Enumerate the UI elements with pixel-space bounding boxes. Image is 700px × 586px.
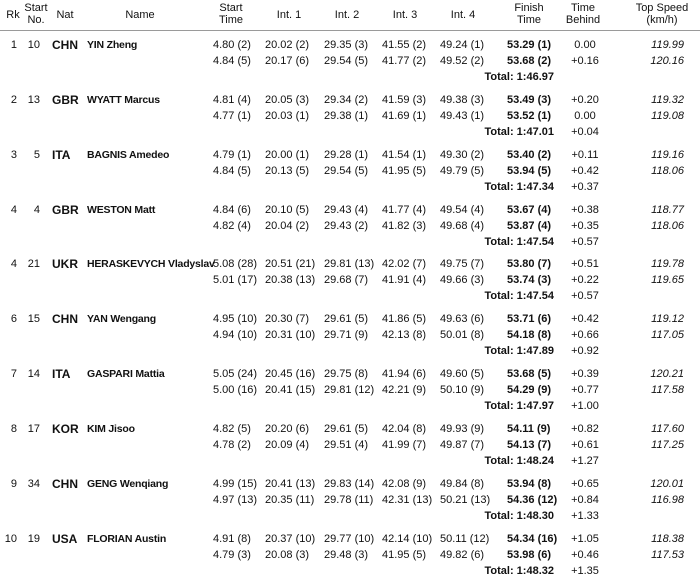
athlete-name: WYATT Marcus bbox=[87, 93, 160, 106]
rank: 1 bbox=[10, 39, 17, 51]
int4-time: 49.30 (2) bbox=[440, 148, 485, 161]
int1-time: 20.35 (11) bbox=[265, 493, 315, 506]
int2-time: 29.61 (5) bbox=[324, 313, 369, 326]
int3-time: 41.77 (2) bbox=[382, 55, 427, 67]
run-line bbox=[0, 476, 700, 492]
total-time: Total: 1:47.89 bbox=[484, 345, 554, 358]
int1-time: 20.08 (3) bbox=[265, 548, 310, 561]
total-line bbox=[0, 179, 700, 195]
total-time: Total: 1:48.32 bbox=[484, 564, 554, 577]
run-line bbox=[0, 202, 700, 218]
nation-code: GBR bbox=[52, 202, 79, 217]
int1-time: 20.09 (4) bbox=[265, 438, 310, 451]
time-behind: +0.66 bbox=[571, 329, 599, 342]
int2-time: 29.34 (2) bbox=[324, 93, 369, 106]
run-line bbox=[0, 366, 700, 382]
run-line bbox=[0, 382, 700, 398]
int2-time: 29.61 (5) bbox=[324, 422, 369, 435]
rank: 4 bbox=[10, 258, 17, 271]
total-line bbox=[0, 288, 700, 304]
total-time: Total: 1:47.54 bbox=[484, 290, 554, 303]
top-speed: 119.08 bbox=[651, 109, 684, 122]
top-speed: 118.06 bbox=[651, 164, 684, 177]
top-speed: 120.16 bbox=[650, 55, 684, 67]
int3-time: 41.94 (6) bbox=[382, 368, 427, 381]
run-line bbox=[0, 37, 700, 53]
int4-time: 49.38 (3) bbox=[440, 93, 485, 106]
total-behind: +0.04 bbox=[571, 125, 599, 138]
run-line bbox=[0, 108, 700, 124]
header-behind-line2: Behind bbox=[565, 14, 601, 26]
int4-time: 49.79 (5) bbox=[440, 164, 485, 177]
int3-time: 42.08 (9) bbox=[382, 477, 427, 490]
int2-time: 29.43 (2) bbox=[324, 219, 369, 232]
top-speed: 120.01 bbox=[650, 477, 684, 490]
finish-time: 54.13 (7) bbox=[507, 438, 552, 451]
int4-time: 49.87 (7) bbox=[440, 438, 485, 451]
run-line bbox=[0, 311, 700, 327]
start-time: 4.95 (10) bbox=[213, 313, 258, 326]
int1-time: 20.03 (1) bbox=[265, 109, 310, 122]
rank: 7 bbox=[10, 368, 17, 381]
start-time: 4.80 (2) bbox=[213, 39, 251, 51]
int2-time: 29.54 (5) bbox=[324, 164, 369, 177]
int2-time: 29.83 (14) bbox=[324, 477, 375, 490]
finish-time: 53.94 (5) bbox=[507, 164, 552, 177]
finish-time: 54.36 (12) bbox=[507, 493, 558, 506]
int1-time: 20.10 (5) bbox=[265, 203, 310, 216]
total-line bbox=[0, 398, 700, 414]
int2-time: 29.48 (3) bbox=[324, 548, 369, 561]
int1-time: 20.31 (10) bbox=[265, 329, 316, 342]
athlete-row bbox=[0, 531, 700, 586]
start-time: 4.82 (4) bbox=[213, 219, 251, 232]
time-behind: +0.35 bbox=[571, 219, 599, 232]
run-line bbox=[0, 492, 700, 508]
time-behind: 0.00 bbox=[574, 39, 596, 51]
athlete-name: FLORIAN Austin bbox=[87, 532, 167, 545]
header-time-behind bbox=[560, 2, 606, 26]
finish-time: 53.68 (2) bbox=[507, 55, 552, 67]
athlete-name: WESTON Matt bbox=[87, 203, 156, 216]
total-behind: +1.35 bbox=[571, 564, 599, 577]
total-behind: +1.00 bbox=[571, 400, 599, 413]
header-start-time-line2: Time bbox=[218, 14, 244, 26]
run-line bbox=[0, 531, 700, 547]
run-line bbox=[0, 547, 700, 563]
rank: 2 bbox=[10, 93, 17, 106]
nation-code: CHN bbox=[52, 312, 78, 327]
run-line bbox=[0, 218, 700, 234]
start-number: 4 bbox=[33, 203, 40, 216]
start-time: 4.91 (8) bbox=[213, 532, 251, 545]
int2-time: 29.38 (1) bbox=[324, 109, 369, 122]
total-line bbox=[0, 563, 700, 579]
header-int1: Int. 1 bbox=[276, 9, 302, 21]
top-speed: 118.06 bbox=[651, 219, 684, 232]
start-time: 4.97 (13) bbox=[213, 493, 258, 506]
athlete-row bbox=[0, 147, 700, 202]
rank: 10 bbox=[4, 532, 17, 545]
finish-time: 53.87 (4) bbox=[507, 219, 552, 232]
total-behind: +1.27 bbox=[571, 454, 599, 467]
header-start-time-line1: Start bbox=[219, 2, 243, 14]
int4-time: 49.66 (3) bbox=[440, 274, 485, 287]
finish-time: 53.68 (5) bbox=[507, 368, 552, 381]
nation-code: CHN bbox=[52, 38, 78, 52]
int2-time: 29.71 (9) bbox=[324, 329, 369, 342]
int4-time: 49.93 (9) bbox=[440, 422, 485, 435]
int3-time: 42.21 (9) bbox=[382, 384, 427, 397]
time-behind: +0.11 bbox=[571, 148, 599, 161]
int2-time: 29.54 (5) bbox=[324, 55, 369, 67]
header-int2: Int. 2 bbox=[334, 9, 360, 21]
int1-time: 20.20 (6) bbox=[265, 422, 310, 435]
int3-time: 42.04 (8) bbox=[382, 422, 427, 435]
athlete-name: KIM Jisoo bbox=[87, 422, 135, 435]
nation-code: ITA bbox=[52, 367, 71, 382]
total-line bbox=[0, 453, 700, 469]
start-time: 4.84 (6) bbox=[213, 203, 251, 216]
start-time: 4.78 (2) bbox=[213, 438, 251, 451]
start-time: 4.81 (4) bbox=[213, 93, 251, 106]
start-time: 4.77 (1) bbox=[213, 109, 251, 122]
int1-time: 20.13 (5) bbox=[265, 164, 310, 177]
total-behind: +0.37 bbox=[571, 180, 599, 193]
int1-time: 20.41 (13) bbox=[265, 477, 316, 490]
total-behind: +0.57 bbox=[571, 235, 599, 248]
int1-time: 20.05 (3) bbox=[265, 93, 310, 106]
start-time: 4.79 (1) bbox=[213, 148, 251, 161]
int2-time: 29.68 (7) bbox=[324, 274, 369, 287]
rank: 9 bbox=[10, 477, 17, 490]
int1-time: 20.45 (16) bbox=[265, 368, 316, 381]
top-speed: 118.38 bbox=[651, 532, 684, 545]
int4-time: 50.21 (13) bbox=[440, 493, 491, 506]
start-number: 21 bbox=[27, 258, 40, 271]
total-line bbox=[0, 69, 700, 85]
header-top-speed bbox=[626, 2, 698, 26]
athlete-row bbox=[0, 476, 700, 531]
int4-time: 50.10 (9) bbox=[440, 384, 485, 397]
nation-code: CHN bbox=[52, 476, 78, 491]
int1-time: 20.51 (21) bbox=[265, 258, 316, 271]
int4-time: 49.63 (6) bbox=[440, 313, 485, 326]
int2-time: 29.81 (12) bbox=[324, 384, 375, 397]
int2-time: 29.81 (13) bbox=[324, 258, 375, 271]
total-time: Total: 1:47.01 bbox=[484, 125, 554, 138]
start-time: 4.84 (5) bbox=[213, 55, 251, 67]
int4-time: 50.01 (8) bbox=[440, 329, 485, 342]
start-time: 4.99 (15) bbox=[213, 477, 258, 490]
header-nat: Nat bbox=[56, 9, 74, 21]
run-line bbox=[0, 53, 700, 69]
top-speed: 119.99 bbox=[651, 39, 684, 51]
int4-time: 49.43 (1) bbox=[440, 109, 485, 122]
total-behind: +0.57 bbox=[571, 290, 599, 303]
time-behind: +0.82 bbox=[571, 422, 599, 435]
top-speed: 119.78 bbox=[651, 258, 684, 271]
run-line bbox=[0, 421, 700, 437]
int1-time: 20.37 (10) bbox=[265, 532, 316, 545]
start-time: 4.84 (5) bbox=[213, 164, 251, 177]
int4-time: 49.68 (4) bbox=[440, 219, 485, 232]
top-speed: 116.98 bbox=[651, 493, 684, 506]
int3-time: 41.77 (4) bbox=[382, 203, 427, 216]
athlete-name: YIN Zheng bbox=[87, 39, 138, 51]
time-behind: +0.65 bbox=[571, 477, 599, 490]
finish-time: 54.34 (16) bbox=[507, 532, 558, 545]
athlete-row bbox=[0, 256, 700, 311]
top-speed: 120.21 bbox=[650, 368, 684, 381]
int3-time: 41.86 (5) bbox=[382, 313, 427, 326]
total-time: Total: 1:47.54 bbox=[484, 235, 554, 248]
header-finish-line1: Finish bbox=[514, 2, 544, 14]
start-time: 5.05 (24) bbox=[213, 368, 258, 381]
int4-time: 49.82 (6) bbox=[440, 548, 485, 561]
total-time: Total: 1:47.97 bbox=[484, 400, 554, 413]
header-name: Name bbox=[125, 9, 155, 21]
top-speed: 117.60 bbox=[651, 422, 684, 435]
time-behind: +0.42 bbox=[571, 313, 599, 326]
header-divider bbox=[0, 30, 700, 31]
athlete-name: YAN Wengang bbox=[87, 313, 156, 326]
int4-time: 49.60 (5) bbox=[440, 368, 485, 381]
finish-time: 53.49 (3) bbox=[507, 93, 552, 106]
nation-code: ITA bbox=[52, 147, 71, 162]
total-behind: +0.92 bbox=[571, 345, 599, 358]
run-line bbox=[0, 147, 700, 163]
finish-time: 53.29 (1) bbox=[507, 39, 552, 51]
int3-time: 42.14 (10) bbox=[382, 532, 433, 545]
top-speed: 119.12 bbox=[651, 313, 684, 326]
int1-time: 20.00 (1) bbox=[265, 148, 310, 161]
finish-time: 54.11 (9) bbox=[507, 422, 551, 435]
athlete-row bbox=[0, 311, 700, 366]
header-speed-line2: (km/h) bbox=[646, 14, 678, 26]
time-behind: +0.46 bbox=[571, 548, 599, 561]
finish-time: 53.52 (1) bbox=[507, 109, 552, 122]
int1-time: 20.17 (6) bbox=[265, 55, 310, 67]
int4-time: 49.54 (4) bbox=[440, 203, 485, 216]
finish-time: 53.74 (3) bbox=[507, 274, 552, 287]
rank: 6 bbox=[10, 313, 17, 326]
start-number: 19 bbox=[27, 532, 40, 545]
int4-time: 49.75 (7) bbox=[440, 258, 485, 271]
finish-time: 53.71 (6) bbox=[507, 313, 552, 326]
header-finish-time bbox=[504, 2, 554, 26]
top-speed: 117.53 bbox=[651, 548, 684, 561]
time-behind: +0.20 bbox=[571, 93, 599, 106]
start-number: 34 bbox=[27, 477, 40, 490]
total-behind: +1.33 bbox=[571, 509, 599, 522]
total-time: Total: 1:48.24 bbox=[484, 454, 554, 467]
int2-time: 29.51 (4) bbox=[324, 438, 369, 451]
header-start-no-line2: No. bbox=[27, 14, 45, 26]
int1-time: 20.02 (2) bbox=[265, 39, 310, 51]
finish-time: 53.40 (2) bbox=[507, 148, 552, 161]
start-time: 5.08 (28) bbox=[213, 258, 258, 271]
nation-code: UKR bbox=[52, 257, 78, 272]
total-time: Total: 1:46.97 bbox=[484, 71, 554, 83]
top-speed: 117.25 bbox=[651, 438, 684, 451]
int3-time: 41.99 (7) bbox=[382, 438, 427, 451]
total-line bbox=[0, 343, 700, 359]
athlete-row bbox=[0, 92, 700, 147]
header-start-no-line1: Start bbox=[24, 2, 48, 14]
int1-time: 20.38 (13) bbox=[265, 274, 316, 287]
int2-time: 29.35 (3) bbox=[324, 39, 369, 51]
start-time: 4.82 (5) bbox=[213, 422, 251, 435]
start-time: 5.01 (17) bbox=[213, 274, 258, 287]
athlete-name: BAGNIS Amedeo bbox=[87, 148, 170, 161]
header-int3: Int. 3 bbox=[392, 9, 418, 21]
finish-time: 54.29 (9) bbox=[507, 384, 552, 397]
start-time: 5.00 (16) bbox=[213, 384, 258, 397]
top-speed: 117.58 bbox=[651, 384, 684, 397]
int2-time: 29.78 (11) bbox=[324, 493, 374, 506]
header-start-time bbox=[206, 2, 256, 26]
athlete-row bbox=[0, 366, 700, 421]
nation-code: KOR bbox=[52, 421, 79, 436]
athlete-row bbox=[0, 421, 700, 476]
rank: 3 bbox=[10, 148, 17, 161]
header-behind-line1: Time bbox=[570, 2, 596, 14]
int1-time: 20.04 (2) bbox=[265, 219, 310, 232]
total-line bbox=[0, 234, 700, 250]
finish-time: 53.80 (7) bbox=[507, 258, 552, 271]
start-number: 15 bbox=[27, 313, 40, 326]
time-behind: +1.05 bbox=[571, 532, 599, 545]
header-speed-line1: Top Speed bbox=[635, 2, 689, 14]
athlete-name: GASPARI Mattia bbox=[87, 368, 165, 381]
run-line bbox=[0, 327, 700, 343]
start-number: 10 bbox=[27, 39, 40, 51]
int3-time: 41.69 (1) bbox=[382, 109, 427, 122]
run-line bbox=[0, 437, 700, 453]
time-behind: +0.51 bbox=[571, 258, 599, 271]
rank: 4 bbox=[10, 203, 17, 216]
finish-time: 53.94 (8) bbox=[507, 477, 552, 490]
time-behind: +0.38 bbox=[571, 203, 599, 216]
start-time: 4.94 (10) bbox=[213, 329, 258, 342]
int3-time: 42.13 (8) bbox=[382, 329, 427, 342]
start-number: 5 bbox=[33, 148, 40, 161]
table-header bbox=[0, 0, 700, 30]
header-finish-line2: Time bbox=[516, 14, 542, 26]
int3-time: 41.54 (1) bbox=[382, 148, 427, 161]
int3-time: 42.31 (13) bbox=[382, 493, 433, 506]
int3-time: 42.02 (7) bbox=[382, 258, 427, 271]
int2-time: 29.77 (10) bbox=[324, 532, 375, 545]
time-behind: +0.77 bbox=[571, 384, 599, 397]
int4-time: 49.24 (1) bbox=[440, 39, 485, 51]
rank: 8 bbox=[10, 422, 17, 435]
int3-time: 41.82 (3) bbox=[382, 219, 427, 232]
time-behind: +0.16 bbox=[571, 55, 599, 67]
start-number: 14 bbox=[27, 368, 40, 381]
run-line bbox=[0, 163, 700, 179]
run-line bbox=[0, 272, 700, 288]
time-behind: +0.42 bbox=[571, 164, 599, 177]
start-time: 4.79 (3) bbox=[213, 548, 251, 561]
time-behind: +0.84 bbox=[571, 493, 599, 506]
header-start-no bbox=[22, 2, 50, 26]
total-time: Total: 1:47.34 bbox=[484, 180, 554, 193]
total-line bbox=[0, 508, 700, 524]
int3-time: 41.59 (3) bbox=[382, 93, 427, 106]
nation-code: USA bbox=[52, 531, 78, 546]
int2-time: 29.75 (8) bbox=[324, 368, 369, 381]
athlete-name: HERASKEVYCH Vladyslav bbox=[87, 258, 215, 271]
time-behind: +0.39 bbox=[571, 368, 599, 381]
time-behind: +0.61 bbox=[571, 438, 599, 451]
int2-time: 29.28 (1) bbox=[324, 148, 369, 161]
top-speed: 119.16 bbox=[651, 148, 684, 161]
int4-time: 49.84 (8) bbox=[440, 477, 485, 490]
int3-time: 41.91 (4) bbox=[382, 274, 427, 287]
int3-time: 41.55 (2) bbox=[382, 39, 427, 51]
header-int4: Int. 4 bbox=[450, 9, 476, 21]
int2-time: 29.43 (4) bbox=[324, 203, 369, 216]
athlete-name: GENG Wenqiang bbox=[87, 477, 169, 490]
time-behind: 0.00 bbox=[574, 109, 596, 122]
run-line bbox=[0, 256, 700, 272]
athlete-row bbox=[0, 202, 700, 257]
finish-time: 53.67 (4) bbox=[507, 203, 552, 216]
finish-time: 54.18 (8) bbox=[507, 329, 552, 342]
int4-time: 50.11 (12) bbox=[440, 532, 490, 545]
top-speed: 118.77 bbox=[651, 203, 684, 216]
run-line bbox=[0, 92, 700, 108]
top-speed: 119.32 bbox=[651, 93, 684, 106]
total-line bbox=[0, 124, 700, 140]
time-behind: +0.22 bbox=[571, 274, 599, 287]
int4-time: 49.52 (2) bbox=[440, 55, 485, 67]
total-time: Total: 1:48.30 bbox=[484, 509, 554, 522]
header-rk: Rk bbox=[6, 9, 20, 21]
start-number: 17 bbox=[27, 422, 40, 435]
athlete-row bbox=[0, 37, 700, 92]
start-number: 13 bbox=[27, 93, 40, 106]
top-speed: 119.65 bbox=[651, 274, 684, 287]
int1-time: 20.30 (7) bbox=[265, 313, 310, 326]
int1-time: 20.41 (15) bbox=[265, 384, 316, 397]
int3-time: 41.95 (5) bbox=[382, 548, 427, 561]
int3-time: 41.95 (5) bbox=[382, 164, 427, 177]
nation-code: GBR bbox=[52, 92, 79, 107]
finish-time: 53.98 (6) bbox=[507, 548, 552, 561]
top-speed: 117.05 bbox=[651, 329, 684, 342]
